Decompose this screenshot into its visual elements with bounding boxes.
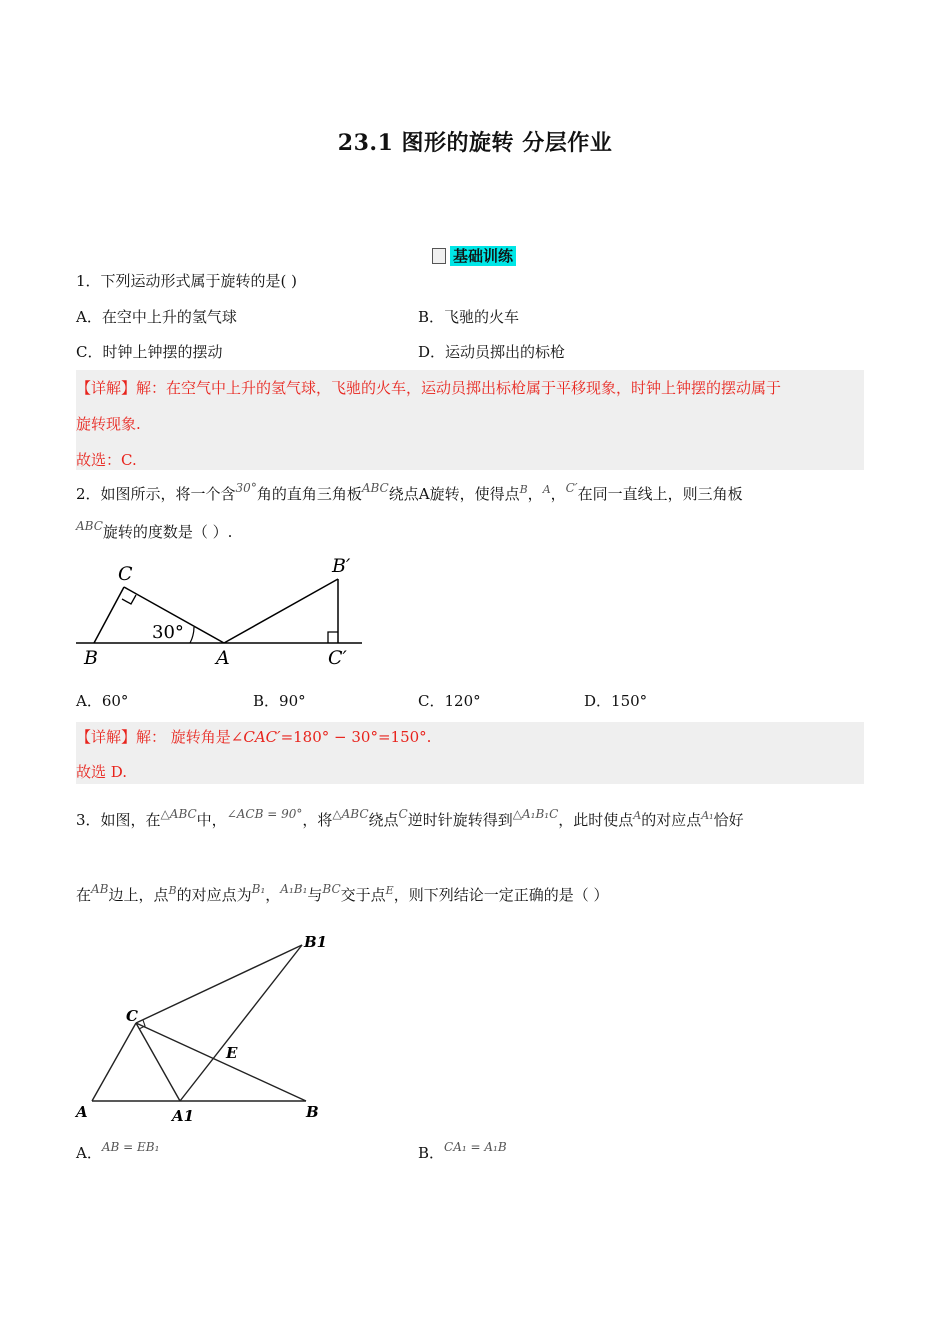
- q2-figure: [70, 552, 370, 670]
- q1-option-c: C．时钟上钟摆的摆动: [76, 343, 223, 361]
- q2-fig-label-a: A: [216, 647, 230, 669]
- q2-fig-side-bc: [94, 587, 124, 643]
- q3-fig-label-a1: A1: [172, 1107, 195, 1125]
- q3-math: A: [633, 809, 642, 822]
- q3-math: C: [398, 807, 408, 821]
- q3-math: B: [168, 884, 177, 897]
- q2-option-c: C．120°: [418, 692, 481, 710]
- q3-math: ∠ACB = 90°: [226, 807, 303, 821]
- q3-text: 3．如图，在: [76, 811, 161, 829]
- q3-fig-side-a1b1: [180, 945, 302, 1101]
- q2-math-c-prime: C′: [565, 481, 578, 495]
- q3-text: ，: [265, 886, 281, 904]
- q2-math-30: 30°: [235, 481, 257, 495]
- q3-figure: [70, 925, 340, 1125]
- q3-text: 与: [307, 886, 323, 904]
- q1-solution-line2: 旋转现象.: [76, 415, 141, 433]
- q1-option-d: D．运动员掷出的标枪: [418, 343, 566, 361]
- q3-text: 交于点: [340, 886, 386, 904]
- q3-option-a-label: A．: [76, 1144, 102, 1162]
- q3-option-a-math: AB = EB₁: [101, 1140, 160, 1154]
- q1-solution-line3: 故选：C.: [76, 451, 137, 469]
- q3-fig-label-c: C: [126, 1007, 138, 1025]
- q3-text: 的对应点为: [176, 886, 252, 904]
- q3-text: 边上，点: [108, 886, 169, 904]
- q2-math-abc: ABC: [361, 481, 389, 495]
- q3-stem-line1: [76, 807, 744, 832]
- q3-math: AB: [91, 882, 109, 896]
- q3-option-b: [418, 1140, 507, 1164]
- q3-fig-side-ca1: [136, 1023, 180, 1101]
- q2-fig-angle-arc: [190, 627, 194, 643]
- q3-text: 逆时针旋转得到: [407, 811, 513, 829]
- q2-solution: [76, 722, 864, 784]
- q3-math: BC: [322, 882, 341, 896]
- q2-solution-angle: CAC′: [243, 728, 281, 746]
- q3-math: △A₁B₁C: [512, 807, 559, 821]
- q1-option-a: A．在空中上升的氢气球: [76, 308, 237, 326]
- q3-fig-side-ac: [92, 1023, 136, 1101]
- q1-solution-tag: 【详解】: [76, 379, 137, 397]
- q2-text: 旋转的度数是（ ）.: [102, 523, 233, 541]
- q1-solution-text1: 解：在空气中上升的氢气球，飞驰的火车，运动员掷出标枪属于平移现象，时钟上钟摆的摆动属于: [136, 379, 782, 397]
- q2-math-a: A: [542, 483, 551, 496]
- q3-option-a: [76, 1140, 160, 1164]
- q3-fig-side-cb1: [136, 945, 302, 1023]
- q2-fig-right-angle-c: [122, 595, 136, 604]
- q3-text: 恰好: [713, 811, 744, 829]
- q2-fig-label-c-prime: C′: [328, 647, 347, 669]
- q3-text: 在: [76, 886, 92, 904]
- q3-math: △ABC: [160, 807, 197, 821]
- q3-stem-line2: [76, 882, 609, 907]
- q2-fig-label-c: C: [118, 563, 133, 585]
- q3-math: A₁: [701, 809, 714, 822]
- q3-math: B₁: [251, 882, 266, 896]
- q3-math: △ABC: [332, 807, 369, 821]
- q2-math-b: B: [519, 483, 528, 496]
- q3-text: 绕点: [368, 811, 399, 829]
- q3-fig-label-a: A: [76, 1103, 88, 1121]
- q1-option-b: B．飞驰的火车: [418, 308, 520, 326]
- q3-text: ，将: [302, 811, 333, 829]
- q2-fig-label-b-prime: B′: [332, 555, 351, 577]
- q1-stem: 1．下列运动形式属于旋转的是( ): [76, 272, 298, 290]
- q2-fig-label-b: B: [84, 647, 98, 669]
- q1-solution-line1: [76, 378, 781, 398]
- q2-option-a: A．60°: [76, 692, 129, 710]
- section-box-icon: [432, 248, 446, 264]
- q3-fig-label-e: E: [226, 1044, 238, 1062]
- q2-fig-angle-label: 30°: [152, 622, 184, 643]
- q2-solution-calc: =180° − 30°=150°.: [280, 728, 432, 746]
- q2-solution-tag: 【详解】: [76, 728, 137, 746]
- q2-text: 在同一直线上，则三角板: [577, 485, 743, 503]
- q2-text: 2．如图所示，将一个含: [76, 485, 236, 503]
- q3-text: ，则下列结论一定正确的是（ ）: [393, 886, 609, 904]
- page-title: 23.1 图形的旋转 分层作业: [337, 130, 613, 156]
- q3-math: E: [385, 884, 394, 897]
- q3-fig-side-cb: [136, 1023, 306, 1101]
- q2-solution-text: 解： 旋转角是∠: [136, 728, 244, 746]
- q2-option-b: B．90°: [253, 692, 306, 710]
- section-header: [432, 246, 516, 266]
- q2-math-abc: ABC: [76, 519, 103, 533]
- q2-solution-line1: [76, 727, 431, 747]
- q3-math: A₁B₁: [280, 882, 308, 896]
- q1-solution: [76, 370, 864, 470]
- q2-text: ，: [527, 485, 543, 503]
- q2-option-d: D．150°: [584, 692, 648, 710]
- q3-text: 中，: [196, 811, 227, 829]
- q2-solution-line2: 故选 D.: [76, 763, 128, 781]
- q2-text: 角的直角三角板: [256, 485, 362, 503]
- q3-option-b-label: B．: [418, 1144, 445, 1162]
- q3-text: 的对应点: [641, 811, 702, 829]
- q2-text: 绕点A旋转，使得点: [388, 485, 520, 503]
- q2-fig-right-angle-c1: [328, 632, 338, 643]
- q3-fig-label-b1: B1: [304, 933, 328, 951]
- q2-stem-line1: [76, 481, 743, 506]
- q2-fig-side-ab1: [224, 579, 338, 643]
- q2-stem-line2: [76, 519, 233, 543]
- section-label: 基础训练: [450, 246, 516, 266]
- q3-option-b-math: CA₁ = A₁B: [444, 1140, 507, 1154]
- q3-fig-label-b: B: [306, 1103, 319, 1121]
- q3-text: ，此时使点: [558, 811, 634, 829]
- q2-text: ，: [550, 485, 566, 503]
